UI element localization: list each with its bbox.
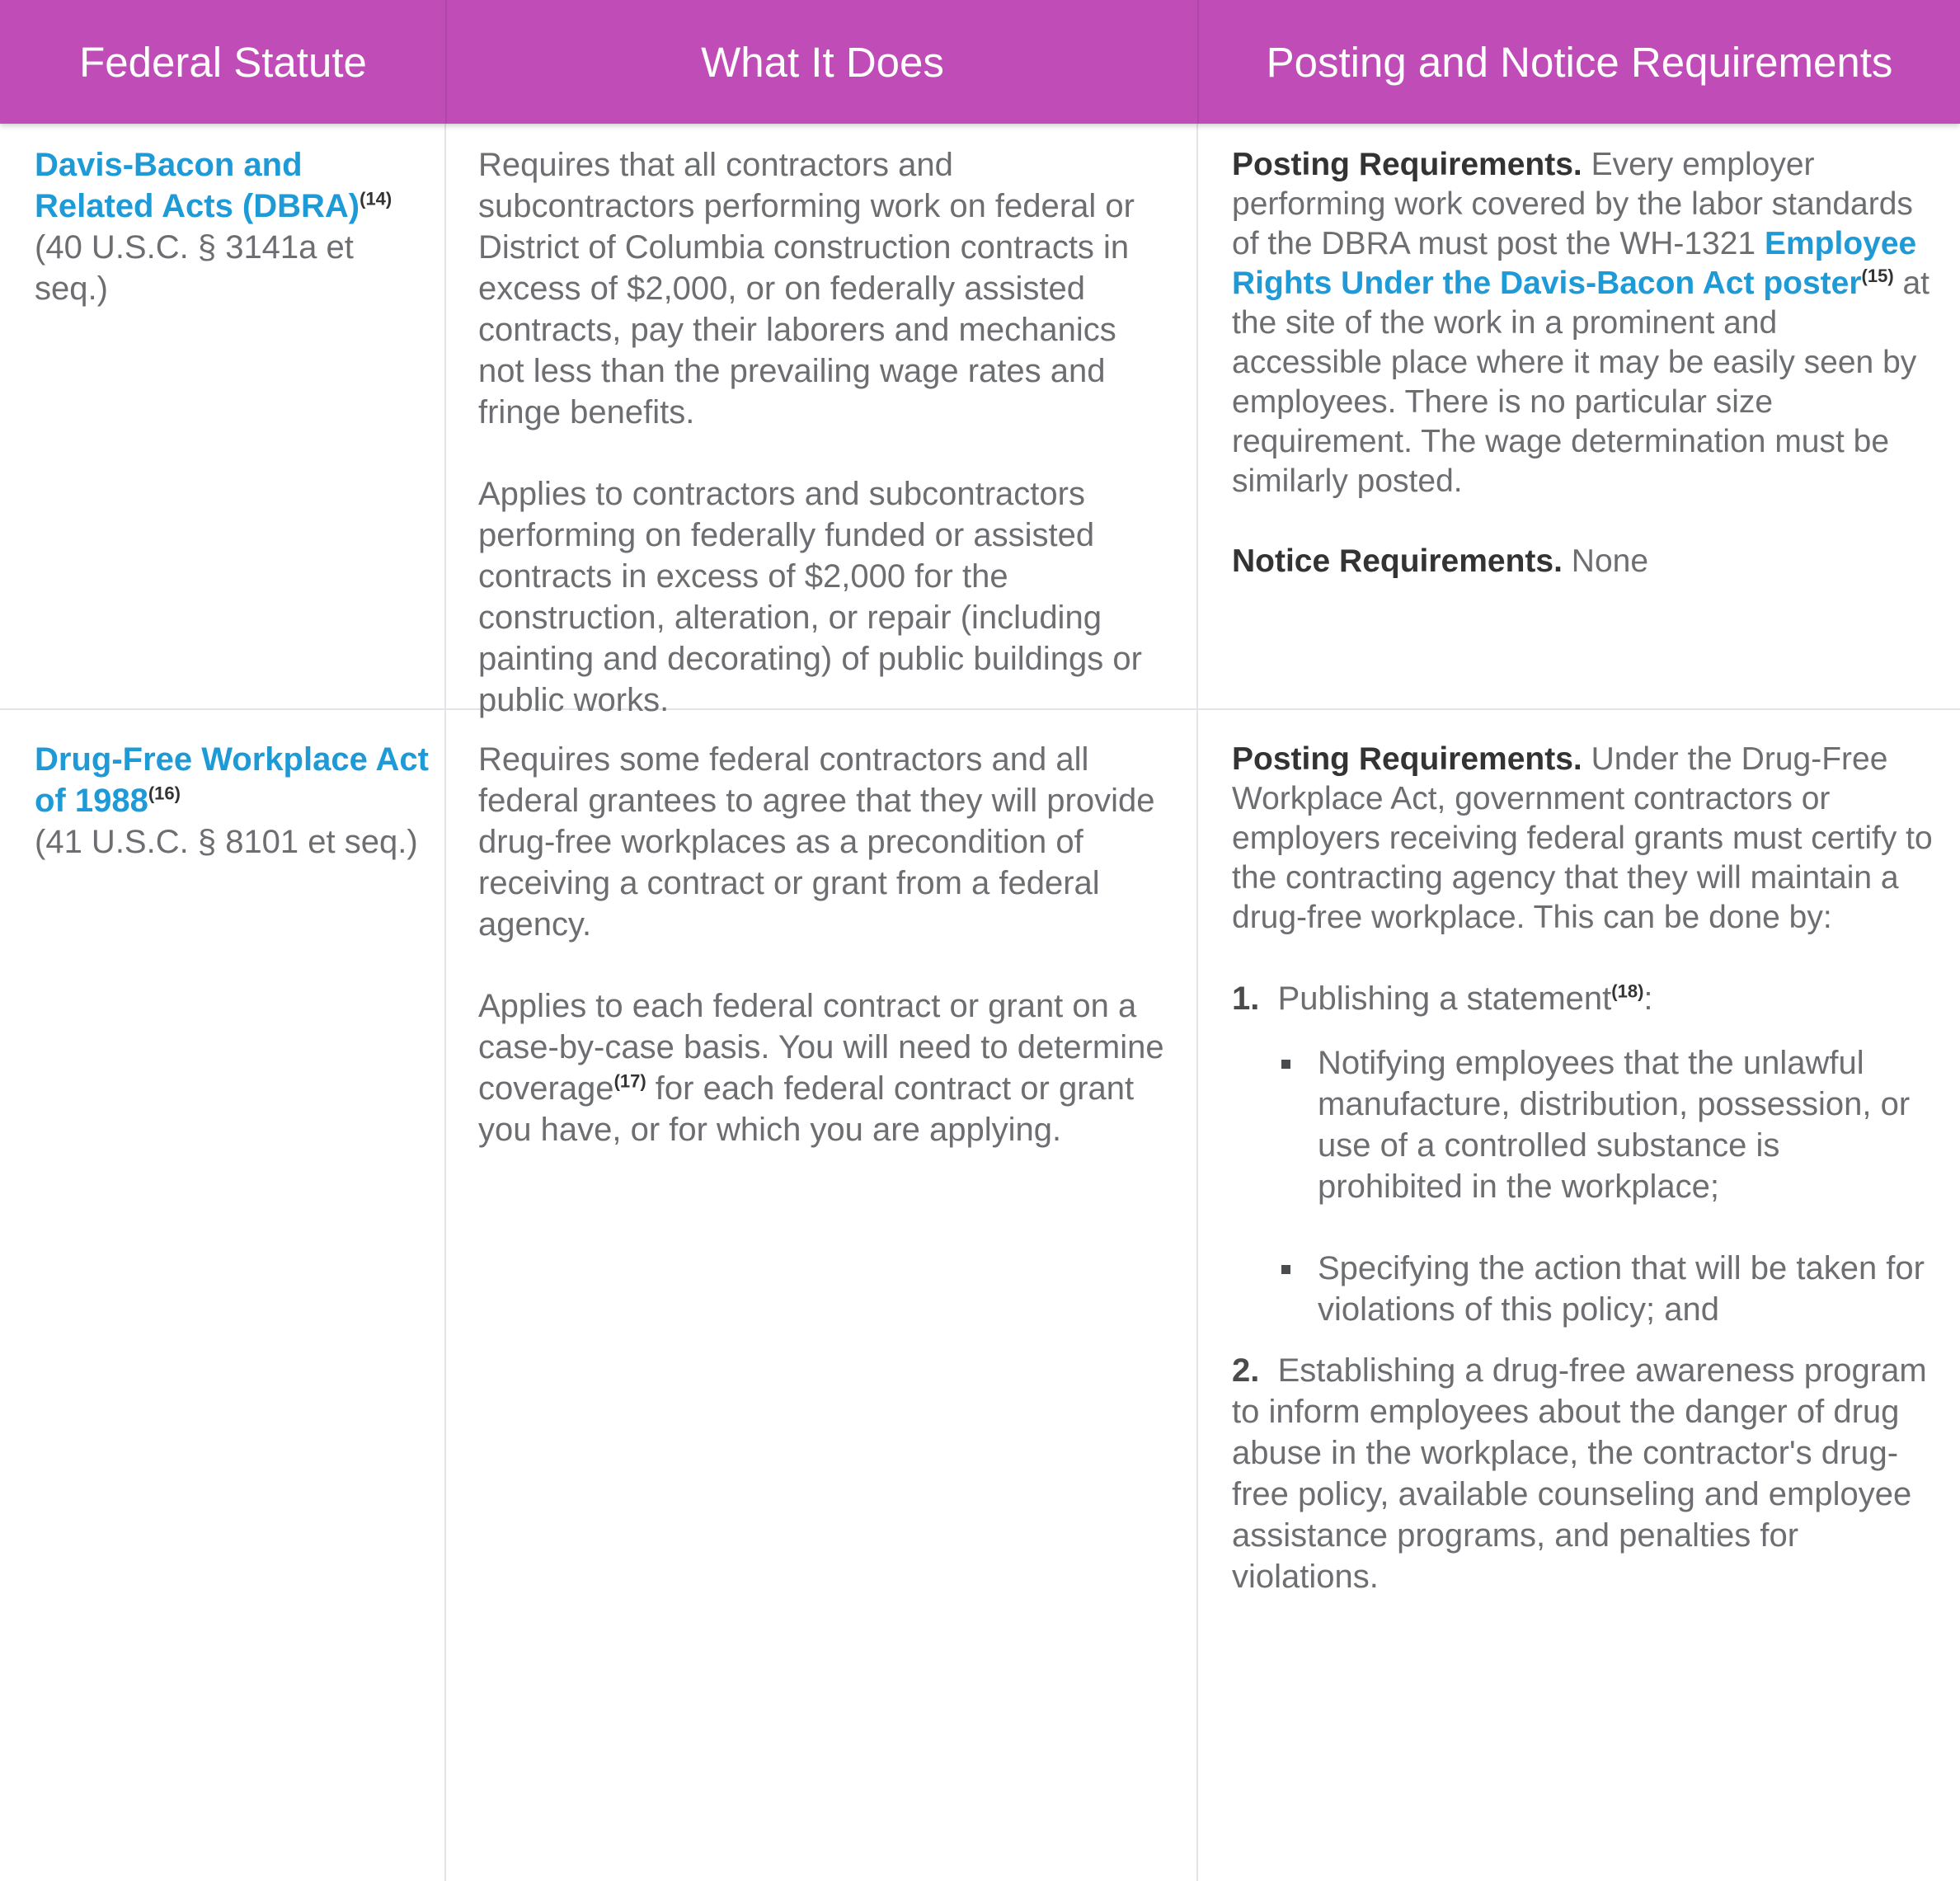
step-text: Publishing a statement <box>1277 980 1612 1017</box>
step-text: Establishing a drug-free awareness program to inform employees about the danger of drug abuse in the workplace, the contractor's drug-free policy, available counseling and employee assistance programs, and penalties for violations. <box>1232 1352 1927 1595</box>
statute-link-dfwa[interactable]: Drug-Free Workplace Act of 1988 <box>35 741 429 819</box>
statute-link-dbra[interactable]: Davis-Bacon and Related Acts (DBRA) <box>35 147 360 224</box>
posting-label: Posting Requirements. <box>1232 147 1582 182</box>
description-paragraph: Requires some federal contractors and all federal grantees to agree that they will provide drug-free workplaces as a precondition of receiving a contract or grant from a federal agency. <box>478 741 1155 943</box>
footnote-18[interactable]: (18) <box>1611 980 1644 1002</box>
description-text: for each federal contract or grant you have, or for which you are applying. <box>478 1070 1135 1148</box>
row-dbra-requirements <box>1232 145 1933 622</box>
header-federal-statute: Federal Statute <box>79 38 367 86</box>
list-item: Specifying the action that will be taken for violations of this policy; and <box>1318 1248 1933 1330</box>
row-dbra-what-it-does <box>478 144 1171 761</box>
description-paragraph <box>478 985 1171 1150</box>
description-paragraph: Applies to contractors and subcontractors performing on federally funded or assisted contracts in excess of $2,000 for the construction, alteration, or repair (including painting and decorating) of public buildings or public works. <box>478 476 1142 718</box>
posting-requirements <box>1232 740 1933 938</box>
posting-label: Posting Requirements. <box>1232 741 1582 777</box>
dbra-poster-link[interactable]: Employee Rights Under the Davis-Bacon Act poster <box>1232 226 1917 301</box>
description-paragraph: Requires that all contractors and subcontractors performing work on federal or District of Columbia construction contracts in excess of $2,000, or on federally assisted contracts, pay their laborers and mechanics not less than the prevailing wage rates and fringe benefits. <box>478 147 1135 430</box>
row-dfwa-what-it-does <box>478 739 1171 1191</box>
description-text: Applies to each federal contract or grant on a case-by-case basis. You will need to determine coverage <box>478 988 1164 1107</box>
step-number: 2. <box>1232 1352 1260 1389</box>
header-posting-notice: Posting and Notice Requirements <box>1266 38 1893 86</box>
footnote-17[interactable]: (17) <box>613 1070 646 1092</box>
row-dfwa-requirements <box>1232 740 1933 1597</box>
notice-requirements <box>1232 542 1933 581</box>
row-dfwa-statute <box>35 739 430 863</box>
posting-text: Under the Drug-Free Workplace Act, government contractors or employers receiving federal grants must certify to the contracting agency that they will maintain a drug-free workplace. This can be done by: <box>1232 741 1933 935</box>
posting-text: Every employer performing work covered by the labor standards of the DBRA must post the WH-1321 <box>1232 147 1913 261</box>
column-divider <box>444 124 446 1881</box>
posting-requirements <box>1232 145 1933 501</box>
notice-text: None <box>1562 543 1649 579</box>
step-2 <box>1232 1350 1933 1597</box>
footnote-16[interactable]: (16) <box>148 783 181 804</box>
table-header <box>0 0 1960 124</box>
step-1 <box>1232 978 1933 1019</box>
statute-citation: (40 U.S.C. § 3141a et seq.) <box>35 229 354 307</box>
footnote-15[interactable]: (15) <box>1861 266 1894 286</box>
list-item: Notifying employees that the unlawful manufacture, distribution, possession, or use of a controlled substance is prohibited in the workplace; <box>1318 1042 1933 1207</box>
notice-label: Notice Requirements. <box>1232 543 1563 579</box>
statute-citation: (41 U.S.C. § 8101 et seq.) <box>35 824 418 860</box>
row-dbra-statute <box>35 144 430 309</box>
header-what-it-does: What It Does <box>701 38 944 86</box>
posting-text: at the site of the work in a prominent and accessible place where it may be easily seen by employees. There is no particular size requirement. The wage determination must be similarly posted. <box>1232 266 1930 499</box>
step-suffix: : <box>1643 980 1653 1017</box>
column-divider <box>1196 124 1198 1881</box>
footnote-14[interactable]: (14) <box>360 188 392 209</box>
step-1-bullets <box>1232 1042 1933 1330</box>
step-number: 1. <box>1232 980 1260 1017</box>
